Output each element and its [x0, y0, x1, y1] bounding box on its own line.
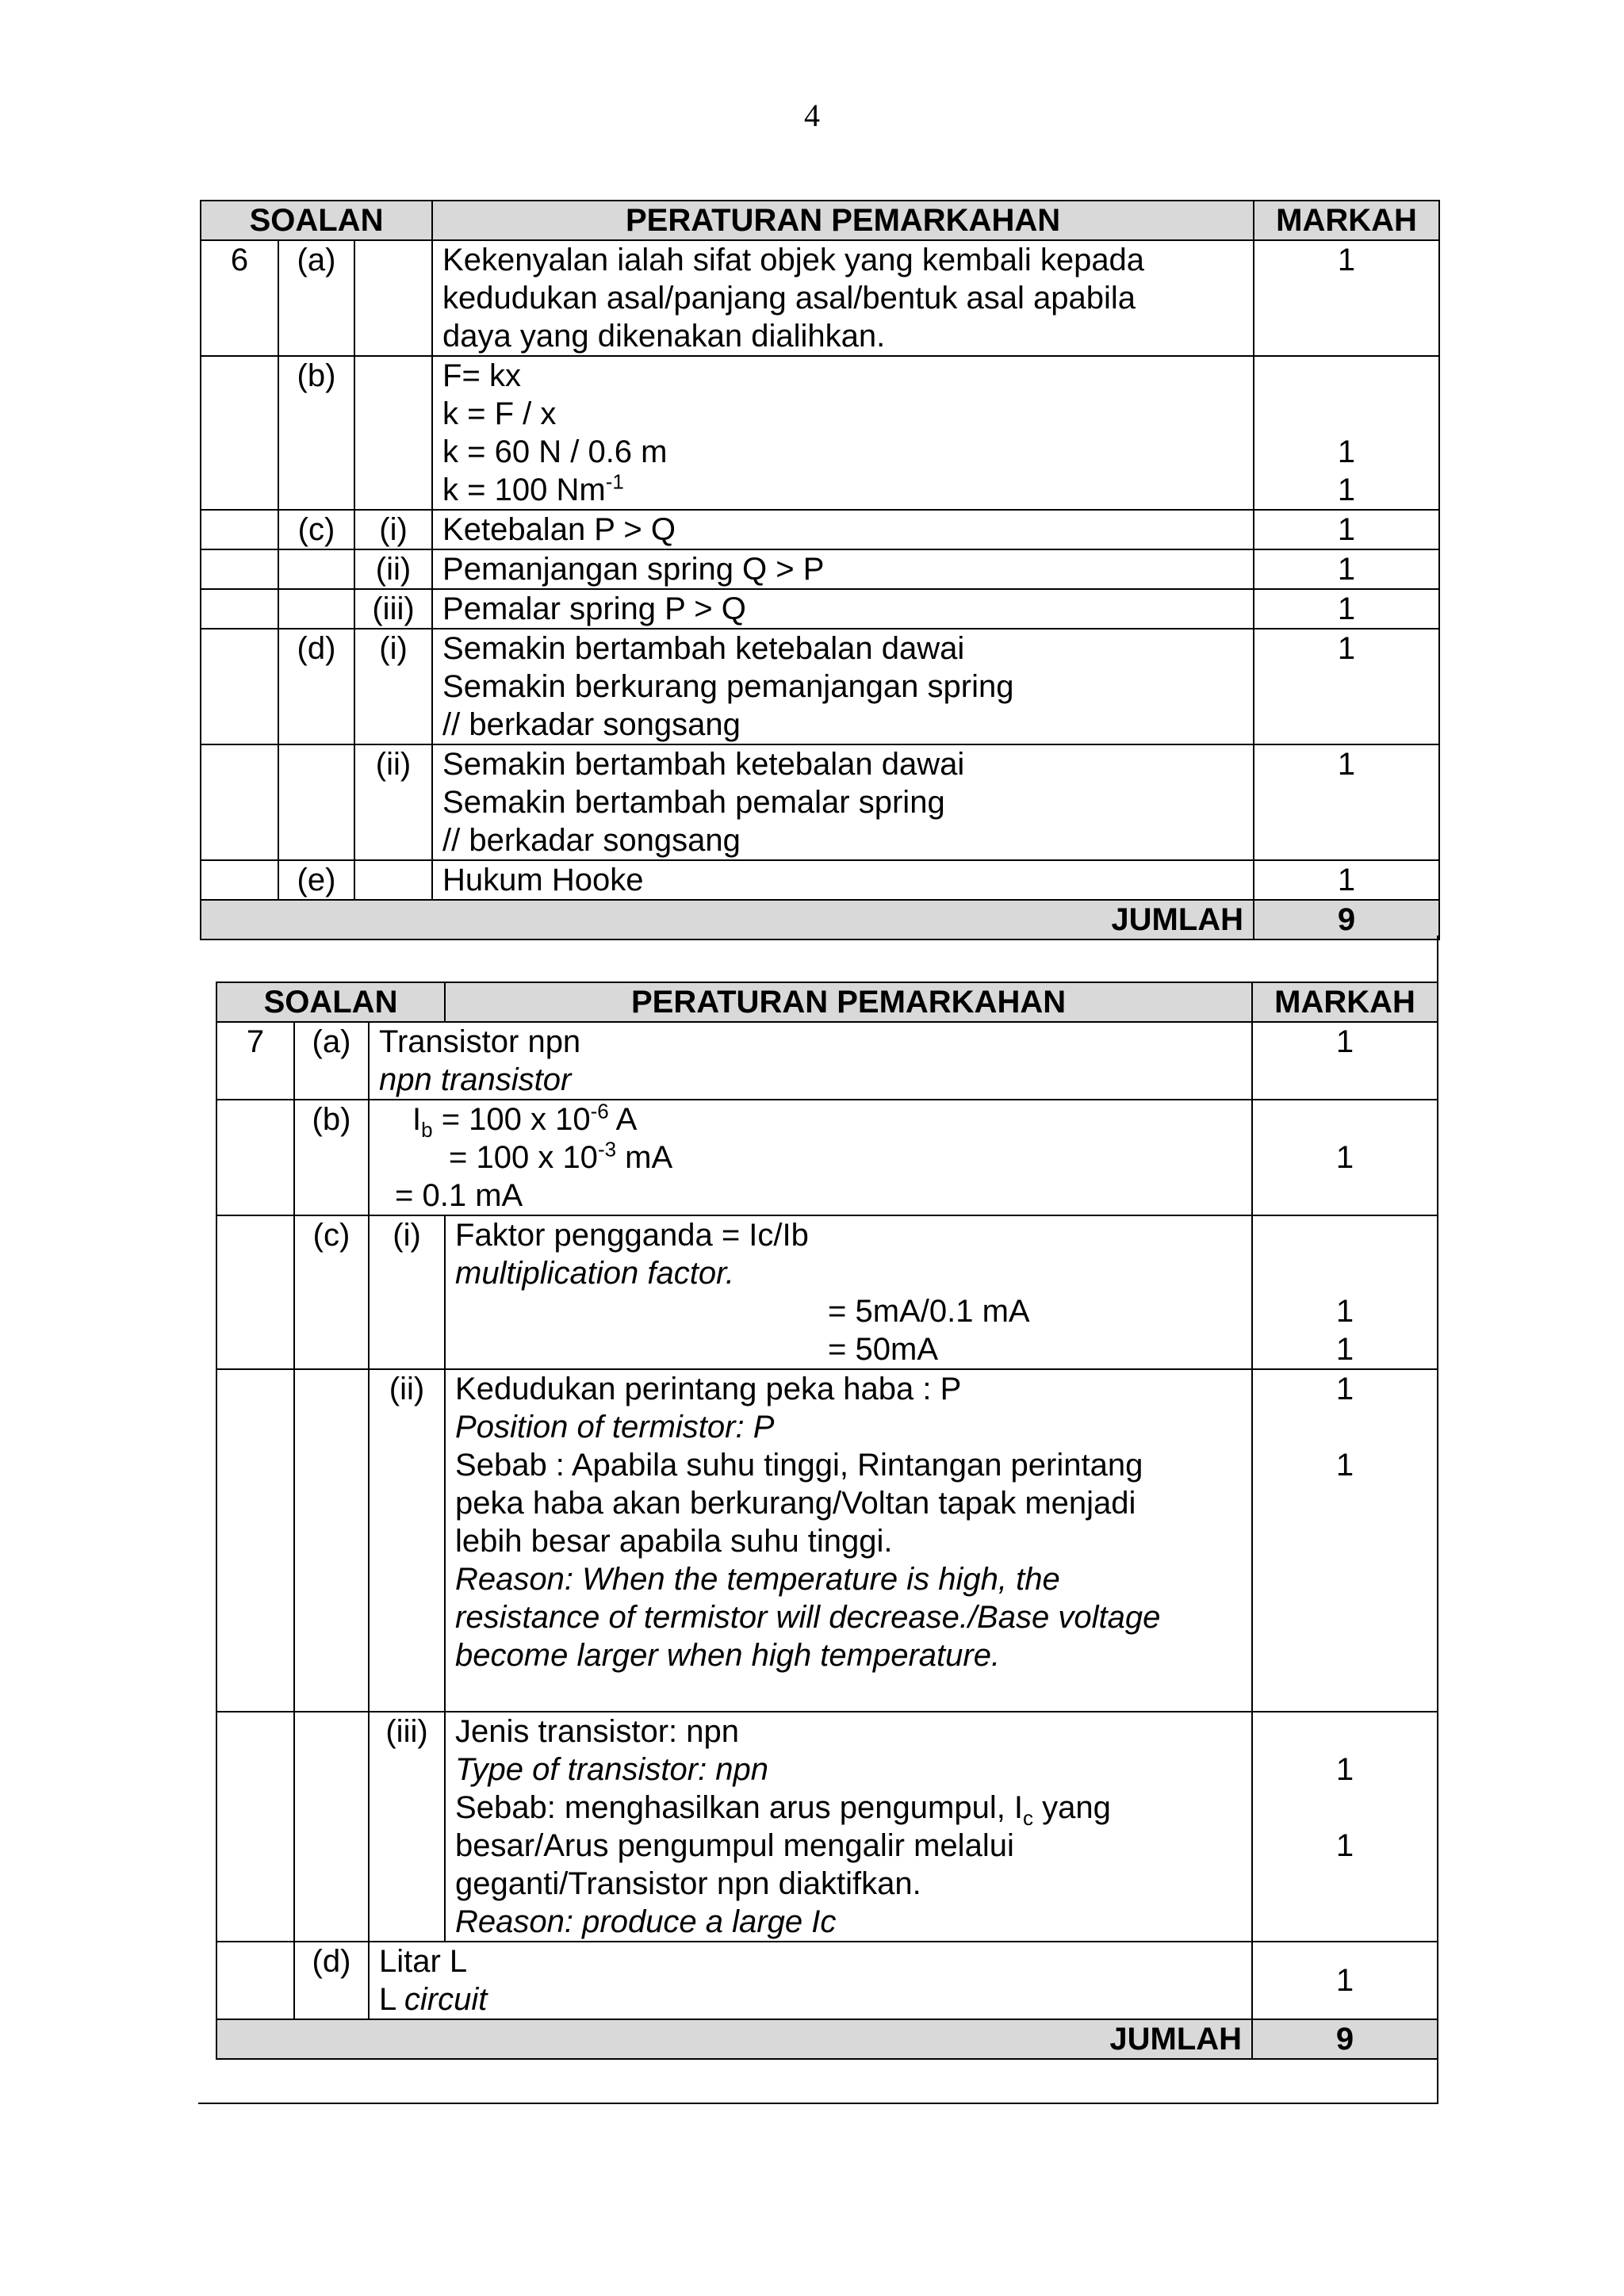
table-row [201, 744, 1439, 860]
part-label: (b) [294, 1100, 369, 1215]
answer-line: Semakin bertambah pemalar spring [442, 785, 945, 820]
answer-line: k = 60 N / 0.6 m [442, 434, 668, 469]
answer-line: $I_b = 100$ x $10^{-6}$ A [412, 1100, 638, 1142]
table-row [216, 1942, 1438, 2019]
subpart-label: (iii) [369, 1712, 445, 1942]
table-row [201, 589, 1439, 629]
mark: 1 [1335, 1372, 1354, 1406]
answer-line: kedudukan asal/panjang asal/bentuk asal apabila [442, 281, 1136, 316]
answer-line: = 50mA [828, 1332, 938, 1367]
answer-line-english: npn transistor [379, 1062, 572, 1097]
table-row [216, 1712, 1438, 1942]
answer-text [369, 1942, 1252, 2019]
answer-text: Pemalar spring P > Q [432, 589, 1254, 629]
answer-line: Litar L [379, 1944, 468, 1979]
total-mark: 9 [1254, 900, 1439, 939]
subpart-label: (i) [354, 629, 432, 744]
page-frame-line [198, 2103, 1438, 2104]
marking-table-q7 [216, 982, 1438, 2060]
answer-text: Pemanjangan spring Q > P [432, 549, 1254, 589]
subpart-label: (ii) [369, 1369, 445, 1712]
table-row [216, 1100, 1438, 1215]
table-row [201, 860, 1439, 900]
answer-line: Semakin bertambah ketebalan dawai [442, 747, 965, 782]
total-row [201, 900, 1439, 939]
mark-cell [1252, 1100, 1438, 1215]
mark-cell [1254, 240, 1439, 356]
answer-line-english: Reason: When the temperature is high, the [455, 1562, 1060, 1597]
answer-line [442, 471, 1243, 509]
part-label: (a) [294, 1022, 369, 1100]
answer-text [432, 240, 1254, 356]
table-row [201, 629, 1439, 744]
header-row [201, 201, 1439, 240]
answer-line: besar/Arus pengumpul mengalir melalui [455, 1828, 1014, 1863]
answer-text [445, 1215, 1252, 1369]
mark: 1 [1335, 1294, 1354, 1329]
answer-line: = 100 x $10^{-3}$ mA [449, 1137, 673, 1175]
subpart-label: (ii) [354, 744, 432, 860]
answer-line: Transistor npn [379, 1024, 581, 1059]
superscript: -1 [605, 469, 624, 494]
part-label: (a) [278, 240, 354, 356]
answer-line-english: multiplication factor. [455, 1256, 735, 1291]
mark: 1 [1335, 1752, 1354, 1787]
total-label: JUMLAH [201, 900, 1254, 939]
answer-text [445, 1369, 1252, 1712]
part-label: (d) [278, 629, 354, 744]
header-markah: MARKAH [1252, 982, 1438, 1022]
answer-line: lebih besar apabila suhu tinggi. [455, 1524, 893, 1559]
answer-line: geganti/Transistor npn diaktifkan. [455, 1866, 921, 1901]
mark: 1 [1337, 473, 1356, 507]
mark-cell [1252, 1369, 1438, 1712]
table-row [201, 510, 1439, 549]
header-row [216, 982, 1438, 1022]
answer-text [432, 629, 1254, 744]
part-label: (e) [278, 860, 354, 900]
answer-line: Sebab: menghasilkan arus pengumpul, $I_c$ yang [455, 1790, 1111, 1830]
answer-line: Kedudukan perintang peka haba : P [455, 1372, 962, 1406]
table-row [216, 1022, 1438, 1100]
table-row [201, 356, 1439, 510]
mark: 1 [1335, 1448, 1354, 1483]
mark: 1 [1254, 589, 1439, 629]
header-peraturan: PERATURAN PEMARKAHAN [432, 201, 1254, 240]
subpart-label: (iii) [354, 589, 432, 629]
mark: 1 [1337, 631, 1356, 666]
mark: 1 [1254, 510, 1439, 549]
answer-line: Sebab : Apabila suhu tinggi, Rintangan perintang [455, 1448, 1143, 1483]
mark: 1 [1254, 860, 1439, 900]
answer-line: Semakin berkurang pemanjangan spring [442, 669, 1014, 704]
answer-line: Jenis transistor: npn [455, 1714, 739, 1749]
table-row [216, 1369, 1438, 1712]
answer-line-english: Reason: produce a large Ic [455, 1904, 837, 1939]
mark: 1 [1337, 434, 1356, 469]
answer-line: Semakin bertambah ketebalan dawai [442, 631, 965, 666]
part-label: (d) [294, 1942, 369, 2019]
answer-text [369, 1100, 1252, 1215]
formula-text: k = 100 Nm [442, 473, 606, 507]
part-label: (c) [278, 510, 354, 549]
mark-cell [1252, 1712, 1438, 1942]
answer-line: // berkadar songsang [442, 823, 741, 858]
part-label: (c) [294, 1215, 369, 1369]
mark: 1 [1337, 747, 1356, 782]
answer-line-english: resistance of termistor will decrease./Base voltage [455, 1600, 1161, 1635]
page-number: 4 [804, 98, 820, 133]
mark: 1 [1335, 1140, 1354, 1175]
mark: 1 [1335, 1963, 1354, 1998]
mark-cell [1254, 744, 1439, 860]
answer-line: daya yang dikenakan dialihkan. [442, 319, 886, 354]
mark: 1 [1335, 1332, 1354, 1367]
answer-line: = 5mA/0.1 mA [828, 1294, 1030, 1329]
total-row [216, 2019, 1438, 2059]
answer-line: // berkadar songsang [442, 707, 741, 742]
answer-line: k = F / x [442, 396, 557, 431]
mark: 1 [1254, 549, 1439, 589]
answer-line-english: Position of termistor: P [455, 1410, 775, 1445]
marking-table-q6 [200, 200, 1440, 940]
answer-line: Kekenyalan ialah sifat objek yang kembali kepada [442, 243, 1145, 277]
answer-text [432, 744, 1254, 860]
question-number: 7 [216, 1022, 294, 1100]
answer-text: Hukum Hooke [432, 860, 1254, 900]
answer-line: F= kx [442, 358, 521, 393]
table-row [201, 549, 1439, 589]
answer-line-english: become larger when high temperature. [455, 1638, 1001, 1673]
answer-text [445, 1712, 1252, 1942]
answer-text [432, 356, 1254, 510]
table-row [201, 240, 1439, 356]
mark-cell [1254, 629, 1439, 744]
header-soalan: SOALAN [216, 982, 445, 1022]
header-markah: MARKAH [1254, 201, 1439, 240]
total-mark: 9 [1252, 2019, 1438, 2059]
subpart-label: (ii) [354, 549, 432, 589]
part-label: (b) [278, 356, 354, 510]
question-number: 6 [201, 240, 278, 356]
answer-text: Ketebalan P > Q [432, 510, 1254, 549]
answer-text [369, 1022, 1252, 1100]
mark-cell [1254, 356, 1439, 510]
mark-cell [1252, 1215, 1438, 1369]
total-label: JUMLAH [216, 2019, 1252, 2059]
mark: 1 [1335, 1024, 1354, 1059]
header-peraturan: PERATURAN PEMARKAHAN [445, 982, 1252, 1022]
answer-line-english: Type of transistor: npn [455, 1752, 769, 1787]
answer-line: L circuit [379, 1982, 488, 2017]
answer-line: peka haba akan berkurang/Voltan tapak menjadi [455, 1486, 1136, 1521]
answer-line: Faktor pengganda = Ic/Ib [455, 1218, 809, 1253]
mark: 1 [1335, 1828, 1354, 1863]
table-row [216, 1215, 1438, 1369]
header-soalan: SOALAN [201, 201, 432, 240]
subpart-label: (i) [369, 1215, 445, 1369]
answer-line: = 0.1 mA [395, 1178, 523, 1213]
mark-cell [1252, 1942, 1438, 2019]
mark: 1 [1337, 243, 1356, 277]
subpart-label: (i) [354, 510, 432, 549]
mark-cell [1252, 1022, 1438, 1100]
